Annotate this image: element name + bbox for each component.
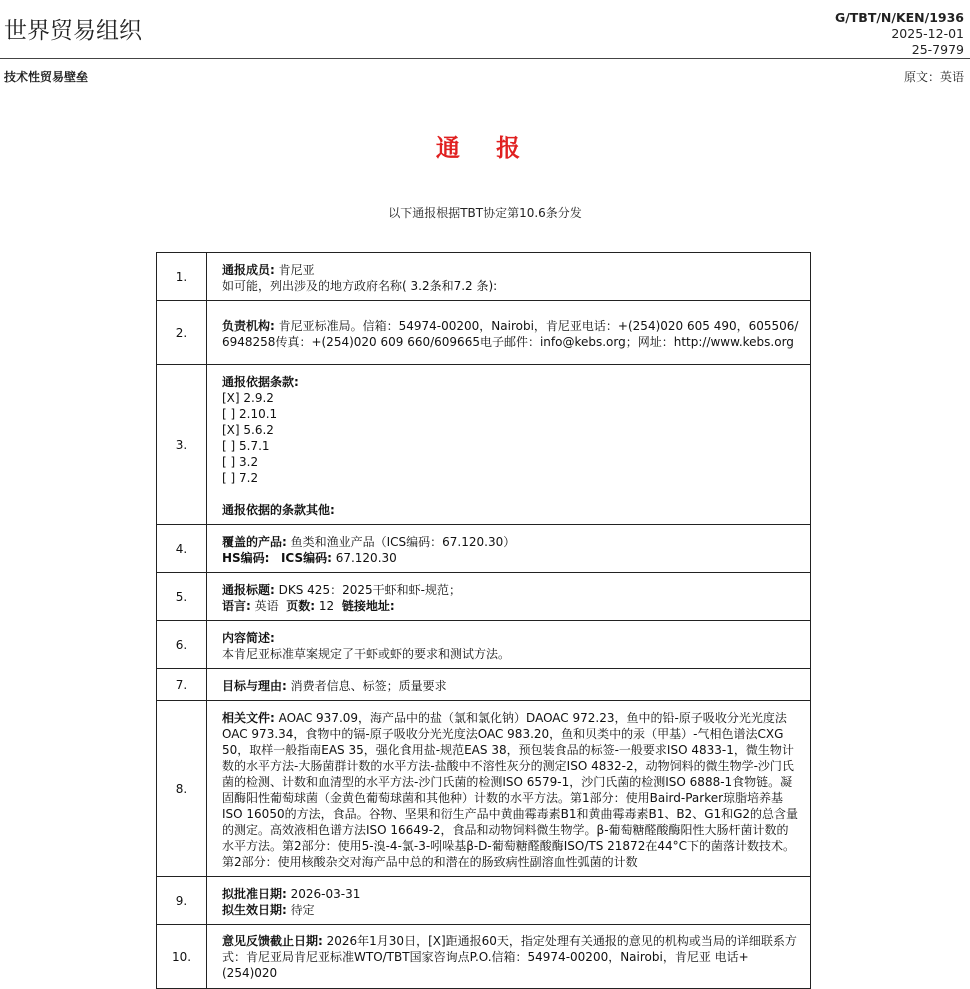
item-number: 9. (157, 877, 207, 925)
item-label: 意见反馈截止日期: (222, 934, 323, 948)
item-number: 4. (157, 525, 207, 573)
item-number: 6. (157, 621, 207, 669)
table-row (157, 253, 811, 301)
basis-option: [X] 2.9.2 (222, 390, 274, 405)
item-number: 7. (157, 669, 207, 701)
document-meta (835, 10, 964, 58)
item-number: 10. (157, 925, 207, 989)
item-value: 肯尼亚 (274, 262, 315, 277)
document-symbol: G/TBT/N/KEN/1936 (834, 10, 964, 25)
notification-table (156, 252, 811, 989)
item-value: 肯尼亚标准局。信箱：54974-00200，Nairobi，肯尼亚电话：+(254)020 605 490，605506/6948258传真：+(254)020 609 660/609665电子邮件：info@kebs.org；网址：http://www.kebs.org (222, 318, 799, 349)
item-body (207, 925, 811, 989)
item-number: 5. (157, 573, 207, 621)
item-number: 2. (157, 301, 207, 365)
item-body (207, 525, 811, 573)
table-row (157, 365, 811, 525)
item-body (207, 621, 811, 669)
table-row (157, 877, 811, 925)
item-body (207, 669, 811, 701)
table-row (157, 525, 811, 573)
ics-label: ICS编码: (280, 550, 332, 565)
item-label: 通报成员: (222, 262, 275, 277)
item-label: 通报依据条款: (222, 374, 299, 389)
table-row (157, 701, 811, 877)
item-body (207, 701, 811, 877)
committee-name: 技术性贸易壁垒 (4, 70, 89, 84)
item-body (207, 301, 811, 365)
pages-label: 页数: (286, 598, 316, 613)
document-date: 2025-12-01 (891, 26, 964, 41)
item-label: 相关文件: (222, 710, 275, 725)
basis-option: [ ] 2.10.1 (222, 406, 278, 421)
item-label: 通报标题: (222, 582, 275, 597)
item-body (207, 573, 811, 621)
item-value: 本肯尼亚标准草案规定了干虾或虾的要求和测试方法。 (222, 646, 511, 661)
basis-option: [ ] 7.2 (222, 470, 259, 485)
item-label-2: 拟生效日期: (222, 902, 287, 917)
item-value: AOAC 937.09，海产品中的盐（氯和氯化钠）DAOAC 972.23，鱼中的铅-原子吸收分光光度法OAC 973.34，食物中的镉-原子吸收分光光度法OAC 983.20，鱼和贝类中的汞（甲基）-气相色谱法CXG 50，取样一般指南EAS 35，强化食用盐-规范EAS 38，预包装食品的标签-一般要求ISO 4833-1，微生物计数的水平方法-大肠菌群计数的水平方法-盐酸中不溶性灰分的测定ISO 4832-2，动物饲料的微生物学-沙门氏菌的检测、计数和血清型的水平方法-沙门氏菌的检测ISO 6579-1，沙门氏菌的检测ISO 6888-1食物链。凝固酶阳性葡萄球菌（金黄色葡萄球菌和其他种）计数的水平方法。第1部分：使用Baird-Parker琼脂培养基ISO 16050的方法，食品。谷物、坚果和衍生产品中黄曲霉毒素B1和黄曲霉毒素B1、B2、G1和G2的总含量的测定。高效液相色谱方法ISO 16649-2，食品和动物饲料微生物学。β-葡萄糖醛酸酶阳性大肠杆菌计数的水平方法。第2部分：使用5-溴-4-氯-3-吲哚基β-D-葡萄糖醛酸酶ISO/TS 21872在44°C下的菌落计数技术。第2部分：使用核酸杂交对海产品中总的和潜在的肠致病性副溶血性弧菌的计数 (222, 710, 799, 869)
table-row (157, 621, 811, 669)
hs-label: HS编码: (222, 550, 270, 565)
document-number: 25-7979 (911, 42, 964, 57)
language-value: 英语 (250, 598, 279, 613)
item-label: 拟批准日期: (222, 886, 287, 901)
item-number: 3. (157, 365, 207, 525)
org-name: 世界贸易组织 (4, 18, 142, 44)
header-divider (0, 58, 970, 59)
item-extra: 如可能，列出涉及的地方政府名称( 3.2条和7.2 条): (222, 278, 498, 293)
page-subtitle: 以下通报根据TBT协定第10.6条分发 (388, 206, 582, 220)
link-label: 链接地址: (341, 598, 395, 613)
item-label: 目标与理由: (222, 678, 287, 693)
item-value: 2026年1月30日，[X]距通报60天，指定处理有关通报的意见的机构或当局的详细联系方式：肯尼亚局肯尼亚标准WTO/TBT国家咨询点P.O.信箱：54974-00200，Nairobi，肯尼亚 电话+(254)020 (222, 934, 797, 980)
basis-option: [X] 5.6.2 (222, 422, 274, 437)
item-value: 鱼类和渔业产品（ICS编码：67.120.30） (286, 534, 516, 549)
original-language: 原文：英语 (903, 70, 964, 84)
item-label: 覆盖的产品: (222, 534, 287, 549)
item-body (207, 877, 811, 925)
table-row (157, 573, 811, 621)
item-label: 负责机构: (222, 318, 275, 333)
page-title: 通 报 (435, 134, 535, 162)
item-value-2: 待定 (286, 902, 315, 917)
language-label: 语言: (222, 598, 251, 613)
basis-option: [ ] 5.7.1 (222, 438, 270, 453)
table-row (157, 301, 811, 365)
table-row (157, 925, 811, 989)
item-body (207, 365, 811, 525)
item-label: 内容简述: (222, 630, 275, 645)
ics-value: 67.120.30 (331, 550, 397, 565)
item-value: 消费者信息、标签；质量要求 (286, 678, 447, 693)
item-number: 1. (157, 253, 207, 301)
item-number: 8. (157, 701, 207, 877)
item-value: DKS 425：2025干虾和虾-规范； (274, 582, 461, 597)
item-value: 2026-03-31 (286, 886, 361, 901)
table-row (157, 669, 811, 701)
pages-value: 12 (315, 598, 335, 613)
item-label-other: 通报依据的条款其他: (222, 502, 335, 517)
basis-option: [ ] 3.2 (222, 454, 259, 469)
item-body (207, 253, 811, 301)
